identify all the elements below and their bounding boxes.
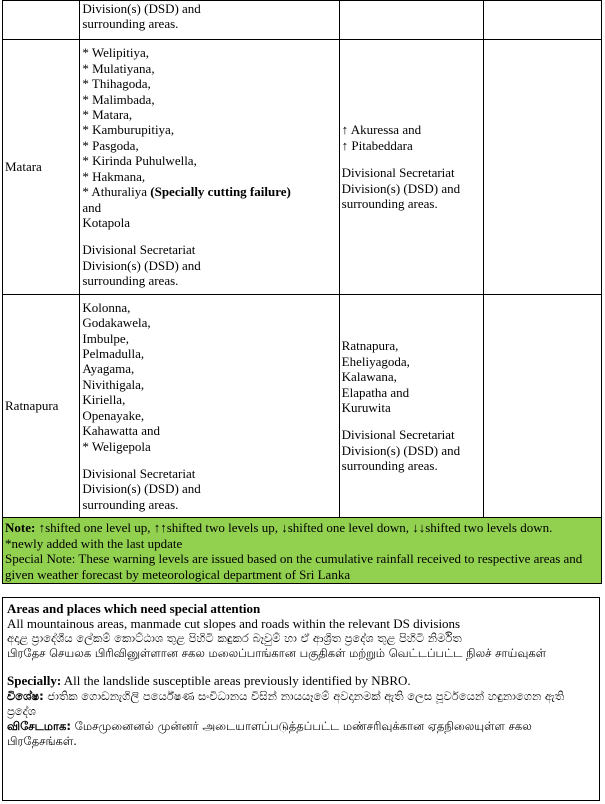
table-row (3, 295, 602, 518)
list-item: * Pasgoda, (82, 137, 139, 153)
district-name: Ratnapura (3, 295, 80, 518)
warning-table (2, 0, 602, 584)
continued-row (3, 1, 602, 40)
dsd-text: Divisional Secretariat Division(s) (DSD) and surrounding areas. (341, 165, 461, 212)
list-item: * Kamburupitiya, (82, 122, 175, 138)
level-cell (484, 40, 602, 295)
list-item: * Hakmana, (82, 168, 146, 184)
special-attention-box (2, 597, 600, 801)
attention-tamil: பிரதேச செயலக பிரிவினுள்ளான சகல மலைப்பாங்கான பகுதிகள் மற்றும் வெட்டப்பட்ட நிலச் சாய்வுகள் (7, 646, 547, 661)
list-item: * Matara, (82, 107, 133, 123)
table-row (3, 40, 602, 295)
district-cell (3, 1, 80, 40)
list-item: * Malimbada, (82, 91, 155, 107)
level-cell: Kolonna, Godakawela, Imbulpe, Pelmadulla, Ayagama, Nivithigala, Kiriella, Openayake, Kahawatta and * Weligepola Divisional Secretariat Division(s) (DSD) and surrounding areas. (80, 295, 339, 518)
level-cell: ↑ Akuressa and ↑ Pitabeddara Divisional Secretariat Division(s) (DSD) and surrounding areas. (339, 40, 484, 295)
note-cell (3, 518, 602, 584)
level-cell (339, 1, 484, 40)
dsd-text: Divisional Secretariat Division(s) (DSD) and surrounding areas. (82, 465, 201, 512)
level-cell: * Welipitiya, * Mulatiyana, * Thihagoda, * Malimbada, * Matara, * Kamburupitiya, * Pasgoda, * Kirinda Puhulwella, * Hakmana, * Athuraliya (Specially cutting failure) and Kotapola Divisional Secretariat Division(s) (DSD) and surrounding areas. (80, 40, 339, 295)
special-note: Special Note: These warning levels are issued based on the cumulative rainfall received to respective areas and given weather forecast by meteorological department of Sri Lanka (5, 551, 583, 582)
dsd-text: Divisional Secretariat Division(s) (DSD) and surrounding areas. (82, 242, 201, 289)
district-name: Matara (3, 40, 80, 295)
level-cell: Division(s) (DSD) and surrounding areas. (80, 1, 339, 40)
dsd-text: Divisional Secretariat Division(s) (DSD) and surrounding areas. (341, 427, 461, 474)
level-cell: Ratnapura, Eheliyagoda, Kalawana, Elapatha and Kuruwita Divisional Secretariat Division(s) (DSD) and surrounding areas. (339, 295, 484, 518)
specially-tamil: விசேடமாக: மேசமுனைனல் முன்னர் அடையாளப்படுத்தப்பட்ட மண்சரிவுக்கான ஏதநிலையுள்ள சகல பிரதேசங்கள். (7, 718, 532, 748)
newly-added-note: *newly added with the last update (5, 535, 183, 551)
list-item: * Kirinda Puhulwella, (82, 153, 197, 169)
list-item: * Thihagoda, (82, 76, 151, 92)
specially-english: Specially: All the landslide susceptible areas previously identified by NBRO. (7, 673, 411, 689)
attention-english: All mountainous areas, manmade cut slopes and roads within the relevant DS divisions (7, 616, 461, 632)
note-text: ↑shifted one level up, ↑↑shifted two levels up, ↓shifted one level down, ↓↓shifted two levels down. (35, 520, 553, 535)
level-cell (484, 1, 602, 40)
specially-sinhala: විශේෂ: ජාතික ගොඩනැගිලි පර්යේෂණ සංවිධානය විසින් නායයෑමේ අවදානමක් ඇති ලෙස පූර්වයෙන් හඳුනාගෙන ඇති ප්‍රදේශ (7, 688, 565, 718)
level-cell (484, 295, 602, 518)
list-item: * Athuraliya (Specially cutting failure) (82, 184, 291, 200)
attention-sinhala: අදාළ ප්‍රාදේශීය ලේකම් කොට්ඨාශ තුළ පිහිටි කඳුකර බෑවුම් හා ඒ ආශ්‍රිත ප්‍රදේශ තුළ පිහිටි නිර්මිත (7, 631, 462, 646)
list-item: * Mulatiyana, (82, 60, 155, 76)
list-item: * Welipitiya, (82, 45, 149, 61)
note-label: Note: (5, 520, 36, 535)
cutting-failure-note: (Specially cutting failure) (150, 184, 291, 200)
note-row (3, 518, 602, 584)
attention-heading: Areas and places which need special attention (7, 601, 261, 616)
